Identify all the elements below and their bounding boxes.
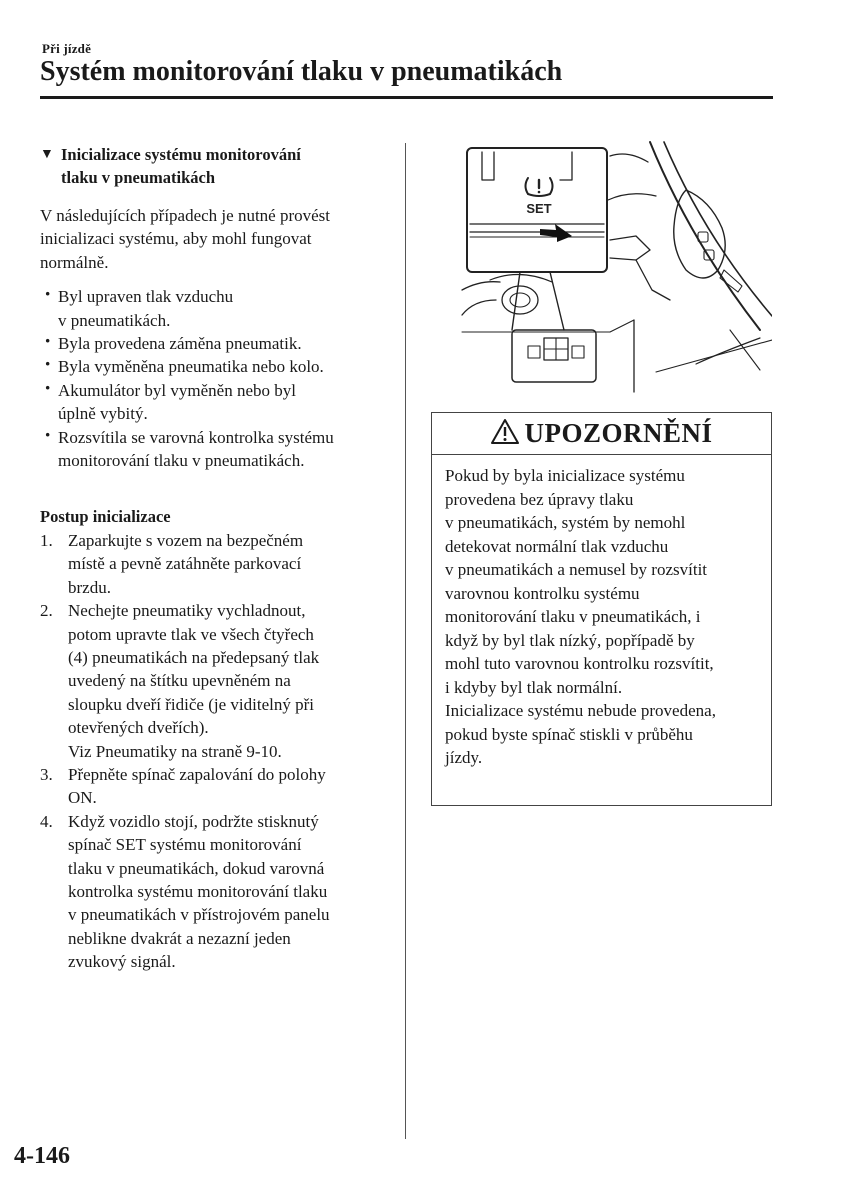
text-line: ON. [68,788,97,808]
text-line: v pneumatikách a nemusel by rozsvítit [445,560,708,579]
text-line: jízdy. [445,748,483,767]
text-line: pokud byste spínač stiskli v průběhu [445,724,693,744]
text-line: V následujících případech je nutné provést [40,206,331,225]
caution-header [432,413,771,455]
text-line: varovnou kontrolku systému [445,583,640,603]
heading-line: Inicializace systému monitorování [61,145,301,164]
text-line: Přepněte spínač zapalování do polohy [68,764,326,784]
step-number: 1. [40,530,53,550]
arrow-icon [540,224,572,242]
text-line: potom upravte tlak ve všech čtyřech [68,624,314,644]
left-column [40,143,390,974]
text-line: i kdyby byl tlak normální. [445,677,623,697]
section-heading-text [61,143,301,189]
title-rule [40,96,773,99]
text-line: Inicializace systému nebude provedena, [445,701,716,720]
step-text [68,599,319,763]
text-line: zvukový signál. [68,952,176,972]
list-item [40,355,390,378]
text-line: kontrolka systému monitorování tlaku [68,881,328,901]
intro-paragraph [40,204,390,274]
text-line: (4) pneumatikách na předepsaný tlak [68,647,320,667]
caution-body [432,455,771,770]
step-item [40,529,390,599]
tire-pressure-warning-icon [526,178,553,196]
step-number: 2. [40,601,53,621]
text-line: Pokud by byla inicializace systému [445,466,685,485]
text-line: detekovat normální tlak vzduchu [445,536,669,556]
text-line: uvedený na štítku upevněném na [68,671,291,691]
page-number: 4-146 [14,1143,70,1169]
step-item [40,763,390,810]
text-line: sloupku dveří řidiče (je viditelný při [68,694,314,714]
text-line: otevřených dveřích). [68,718,209,738]
section-heading [40,143,390,189]
text-line: mohl tuto varovnou kontrolku rozsvítit, [445,654,714,673]
breadcrumb: Při jízdě [42,41,92,56]
text-line: Zaparkujte s vozem na bezpečném [68,530,304,550]
step-number: 3. [40,764,53,784]
step-text [68,810,330,974]
caution-paragraph [445,464,759,699]
text-line: úplně vybitý. [58,404,148,424]
step-text [68,763,326,810]
text-line: v pneumatikách. [58,310,171,330]
caution-title: UPOZORNĚNÍ [524,418,713,448]
list-item [40,332,390,355]
text-line: Když vozidlo stojí, podržte stisknutý [68,811,319,831]
step-text [68,529,303,599]
text-line: · Byla provedena záměna pneumatik. [58,334,302,354]
text-line: · Rozsvítila se varovná kontrolka systému [58,427,334,447]
column-divider [405,143,406,1139]
text-line: v pneumatikách v přístrojovém panelu [68,905,330,925]
bullet-list [40,285,390,472]
steps-list [40,529,390,974]
set-button-label: SET [526,201,552,216]
text-line: neblikne dvakrát a nezazní jeden [68,928,291,948]
text-line: spínač SET systému monitorování [68,835,302,855]
step-number: 4. [40,811,53,831]
text-line: místě a pevně zatáhněte parkovací [68,554,302,574]
text-line: Nechejte pneumatiky vychladnout, [68,601,306,621]
heading-line: tlaku v pneumatikách [61,168,216,187]
text-line: brzdu. [68,577,111,597]
text-line: když by byl tlak nízký, popřípadě by [445,630,695,650]
text-line: monitorování tlaku v pneumatikách. [58,451,305,471]
text-line: · Akumulátor byl vyměněn nebo byl [58,380,296,400]
text-line: · Byl upraven tlak vzduchu [58,287,234,307]
procedure-heading: Postup inicializace [40,507,171,527]
triangle-down-icon: ▼ [40,147,54,162]
caution-paragraph [445,699,759,770]
list-item [40,285,390,332]
text-line: · Byla vyměněna pneumatika nebo kolo. [58,357,324,377]
text-line: v pneumatikách, systém by nemohl [445,513,686,532]
text-line: inicializaci systému, aby mohl fungovat [40,229,312,249]
text-line: normálně. [40,252,109,272]
text-line: monitorování tlaku v pneumatikách, i [445,607,701,626]
set-button-illustration [460,140,772,396]
page-title: Systém monitorování tlaku v pneumatikách [40,56,563,87]
list-item [40,426,390,473]
list-item [40,379,390,426]
step-item [40,599,390,763]
step-item [40,810,390,974]
caution-box [431,412,772,806]
text-line: tlaku v pneumatikách, dokud varovná [68,858,325,878]
text-line: Viz Pneumatiky na straně 9-10. [68,741,282,761]
text-line: provedena bez úpravy tlaku [445,489,634,509]
warning-triangle-icon [490,418,520,450]
